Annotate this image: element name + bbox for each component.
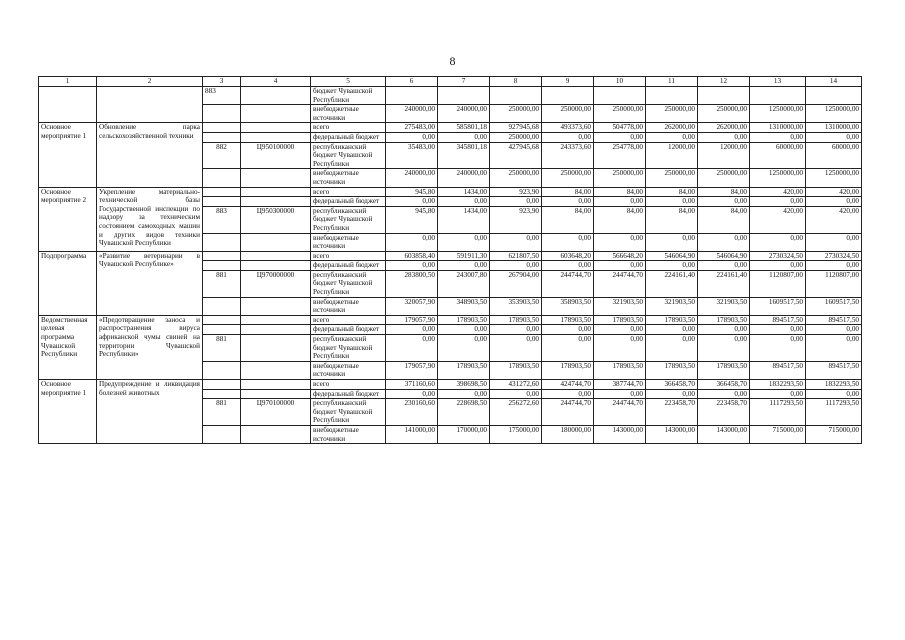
cell-amount: 0,00 [542, 233, 594, 251]
cell-event: Основное мероприятие 2 [39, 187, 97, 251]
cell-grbs [203, 169, 241, 187]
cell-code [241, 123, 311, 133]
cell-grbs [203, 297, 241, 315]
cell-amount: 923,90 [490, 187, 542, 197]
cell-code [241, 335, 311, 362]
cell-amount: 178903,50 [646, 361, 698, 379]
cell-amount: 283800,50 [386, 270, 438, 297]
cell-event: Подпрограмма [39, 251, 97, 315]
cell-amount: 1832293,50 [750, 380, 806, 390]
cell-amount: 230160,60 [386, 399, 438, 426]
col-header: 1 [39, 77, 97, 87]
cell-source: всего [311, 187, 386, 197]
cell-amount: 0,00 [750, 389, 806, 399]
cell-amount: 1832293,50 [806, 380, 862, 390]
cell-amount: 1117293,50 [750, 399, 806, 426]
cell-source: внебюджетные источники [311, 361, 386, 379]
cell-amount: 1609517,50 [750, 297, 806, 315]
cell-grbs [203, 425, 241, 443]
cell-name: «Предотвращение заноса и распространения вируса африканской чумы свиней на территории Чувашской Республики» [97, 315, 203, 379]
cell-grbs [203, 251, 241, 261]
cell-amount: 178903,50 [698, 315, 750, 325]
cell-amount: 143000,00 [698, 425, 750, 443]
cell-amount: 254778,00 [594, 142, 646, 169]
cell-amount: 546064,90 [698, 251, 750, 261]
cell-amount: 244744,70 [542, 270, 594, 297]
col-header: 10 [594, 77, 646, 87]
cell-amount: 0,00 [542, 132, 594, 142]
cell-amount: 0,00 [594, 132, 646, 142]
cell-amount: 267904,00 [490, 270, 542, 297]
cell-amount: 1250000,00 [806, 105, 862, 123]
cell-amount: 12000,00 [646, 142, 698, 169]
cell-amount: 1250000,00 [750, 169, 806, 187]
cell-code [241, 261, 311, 271]
cell-source: внебюджетные источники [311, 425, 386, 443]
cell-amount: 250000,00 [698, 169, 750, 187]
cell-amount: 504778,00 [594, 123, 646, 133]
cell-amount: 0,00 [806, 261, 862, 271]
cell-amount: 223458,70 [698, 399, 750, 426]
cell-amount: 715000,00 [750, 425, 806, 443]
cell-amount: 566648,20 [594, 251, 646, 261]
cell-amount: 240000,00 [386, 169, 438, 187]
cell-amount: 262000,00 [698, 123, 750, 133]
cell-amount: 1434,00 [438, 206, 490, 233]
cell-grbs [203, 197, 241, 207]
col-header: 12 [698, 77, 750, 87]
cell-amount: 321903,50 [698, 297, 750, 315]
cell-amount: 0,00 [750, 325, 806, 335]
cell-amount: 591911,30 [438, 251, 490, 261]
cell-amount: 0,00 [698, 132, 750, 142]
cell-amount: 0,00 [594, 325, 646, 335]
cell-amount: 244744,70 [594, 270, 646, 297]
cell-amount: 371160,60 [386, 380, 438, 390]
cell-amount: 250000,00 [542, 169, 594, 187]
cell-amount: 927945,68 [490, 123, 542, 133]
cell-name: Обновление парка сельскохозяйственной техники [97, 123, 203, 187]
cell-grbs: 883 [203, 87, 241, 105]
cell-amount: 0,00 [438, 132, 490, 142]
cell-code [241, 380, 311, 390]
cell-amount: 0,00 [386, 197, 438, 207]
cell-amount: 0,00 [646, 389, 698, 399]
cell-amount: 35483,00 [386, 142, 438, 169]
cell-amount: 12000,00 [698, 142, 750, 169]
cell-amount: 603648,20 [542, 251, 594, 261]
cell-amount: 228698,50 [438, 399, 490, 426]
cell-amount: 0,00 [750, 233, 806, 251]
cell-amount: 84,00 [542, 187, 594, 197]
cell-amount: 1117293,50 [806, 399, 862, 426]
cell-code: Ц950300000 [241, 206, 311, 233]
cell-source: всего [311, 251, 386, 261]
cell-amount: 1310000,00 [750, 123, 806, 133]
cell-amount: 1434,00 [438, 187, 490, 197]
cell-grbs [203, 233, 241, 251]
cell-amount: 0,00 [438, 389, 490, 399]
cell-amount: 143000,00 [646, 425, 698, 443]
cell-amount: 175000,00 [490, 425, 542, 443]
cell-amount: 256272,60 [490, 399, 542, 426]
cell-grbs [203, 132, 241, 142]
cell-amount: 353903,50 [490, 297, 542, 315]
cell-amount: 1120807,00 [750, 270, 806, 297]
cell-amount: 420,00 [806, 206, 862, 233]
cell-amount: 250000,00 [646, 105, 698, 123]
cell-amount: 0,00 [438, 261, 490, 271]
cell-amount: 321903,50 [594, 297, 646, 315]
col-header: 13 [750, 77, 806, 87]
cell-amount: 894517,50 [806, 361, 862, 379]
cell-amount: 2730324,50 [750, 251, 806, 261]
cell-amount: 0,00 [386, 132, 438, 142]
cell-code [241, 361, 311, 379]
cell-grbs [203, 325, 241, 335]
cell-amount: 178903,50 [594, 361, 646, 379]
cell-amount: 0,00 [386, 261, 438, 271]
cell-amount: 585801,18 [438, 123, 490, 133]
cell-amount: 240000,00 [438, 169, 490, 187]
cell-amount: 1310000,00 [806, 123, 862, 133]
cell-amount: 250000,00 [594, 169, 646, 187]
cell-source: всего [311, 380, 386, 390]
col-header: 3 [203, 77, 241, 87]
cell-amount: 0,00 [750, 335, 806, 362]
cell-code [241, 389, 311, 399]
cell-amount: 0,00 [806, 132, 862, 142]
cell-amount: 0,00 [386, 389, 438, 399]
cell-amount: 0,00 [646, 335, 698, 362]
cell-amount: 0,00 [542, 261, 594, 271]
cell-amount: 84,00 [594, 206, 646, 233]
cell-amount: 0,00 [490, 197, 542, 207]
cell-amount: 240000,00 [386, 105, 438, 123]
cell-amount: 0,00 [490, 325, 542, 335]
cell-amount: 178903,50 [490, 361, 542, 379]
cell-amount: 223458,70 [646, 399, 698, 426]
cell-amount: 715000,00 [806, 425, 862, 443]
cell-source: федеральный бюджет [311, 389, 386, 399]
cell-source: федеральный бюджет [311, 325, 386, 335]
cell-amount: 0,00 [698, 389, 750, 399]
cell-grbs: 882 [203, 142, 241, 169]
cell-amount: 60000,00 [750, 142, 806, 169]
cell-amount: 0,00 [698, 335, 750, 362]
cell-amount: 0,00 [386, 233, 438, 251]
cell-grbs [203, 389, 241, 399]
cell-amount: 0,00 [646, 325, 698, 335]
cell-amount: 250000,00 [542, 105, 594, 123]
cell-code [241, 187, 311, 197]
cell-grbs [203, 105, 241, 123]
cell-amount: 240000,00 [438, 105, 490, 123]
cell-amount: 178903,50 [490, 315, 542, 325]
col-header: 5 [311, 77, 386, 87]
cell-code [241, 251, 311, 261]
cell-amount: 0,00 [594, 335, 646, 362]
cell-amount: 0,00 [646, 261, 698, 271]
cell-amount: 1250000,00 [750, 105, 806, 123]
cell-amount: 0,00 [646, 233, 698, 251]
cell-grbs [203, 380, 241, 390]
cell-amount: 1120807,00 [806, 270, 862, 297]
cell-source: федеральный бюджет [311, 197, 386, 207]
cell-event: Основное мероприятие 1 [39, 380, 97, 444]
cell-amount: 0,00 [542, 325, 594, 335]
cell-amount: 244744,70 [542, 399, 594, 426]
cell-source: всего [311, 123, 386, 133]
cell-source: внебюджетные источники [311, 297, 386, 315]
cell-grbs [203, 361, 241, 379]
cell-amount: 420,00 [806, 187, 862, 197]
cell-event: Ведомственная целевая программа Чувашской Республики [39, 315, 97, 379]
cell-grbs: 881 [203, 335, 241, 362]
cell-amount: 420,00 [750, 187, 806, 197]
cell-amount: 0,00 [594, 233, 646, 251]
table-row [39, 87, 862, 105]
cell-amount: 178903,50 [542, 361, 594, 379]
cell-amount: 945,80 [386, 187, 438, 197]
cell-amount: 178903,50 [438, 361, 490, 379]
cell-amount: 0,00 [594, 261, 646, 271]
cell-source: бюджет Чувашской Республики [311, 87, 386, 105]
col-header: 6 [386, 77, 438, 87]
cell-amount: 0,00 [806, 325, 862, 335]
cell-source: всего [311, 315, 386, 325]
cell-grbs: 883 [203, 206, 241, 233]
cell-amount: 84,00 [594, 187, 646, 197]
cell-amount: 1250000,00 [806, 169, 862, 187]
cell-amount: 603858,40 [386, 251, 438, 261]
col-header: 8 [490, 77, 542, 87]
cell-amount: 170000,00 [438, 425, 490, 443]
table-row [39, 315, 862, 325]
cell-amount: 0,00 [698, 233, 750, 251]
cell-amount: 224161,40 [698, 270, 750, 297]
cell-source: внебюджетные источники [311, 105, 386, 123]
cell-amount: 84,00 [646, 206, 698, 233]
cell-amount: 0,00 [386, 325, 438, 335]
cell-amount: 178903,50 [698, 361, 750, 379]
table-row [39, 187, 862, 197]
cell-code [241, 425, 311, 443]
cell-amount: 250000,00 [698, 105, 750, 123]
col-header: 2 [97, 77, 203, 87]
cell-amount: 348903,50 [438, 297, 490, 315]
cell-amount: 0,00 [750, 197, 806, 207]
cell-amount: 0,00 [646, 132, 698, 142]
cell-code [241, 297, 311, 315]
cell-amount: 178903,50 [594, 315, 646, 325]
cell-amount: 0,00 [490, 233, 542, 251]
cell-amount: 84,00 [542, 206, 594, 233]
cell-amount: 345801,18 [438, 142, 490, 169]
cell-amount: 250000,00 [594, 105, 646, 123]
cell-amount: 0,00 [490, 389, 542, 399]
cell-amount: 0,00 [698, 261, 750, 271]
cell-amount: 320057,90 [386, 297, 438, 315]
table-row [39, 251, 862, 261]
cell-code [241, 325, 311, 335]
cell-amount: 0,00 [806, 389, 862, 399]
cell-amount: 224161,40 [646, 270, 698, 297]
cell-amount: 84,00 [646, 187, 698, 197]
cell-amount: 262000,00 [646, 123, 698, 133]
cell-amount: 945,80 [386, 206, 438, 233]
cell-amount: 0,00 [594, 197, 646, 207]
cell-amount: 0,00 [698, 325, 750, 335]
col-header: 14 [806, 77, 862, 87]
cell-source: федеральный бюджет [311, 261, 386, 271]
cell-amount: 431272,60 [490, 380, 542, 390]
cell-name [97, 87, 203, 123]
cell-amount: 424744,70 [542, 380, 594, 390]
cell-amount: 358903,50 [542, 297, 594, 315]
cell-source: республиканский бюджет Чувашской Республики [311, 142, 386, 169]
cell-amount: 398698,50 [438, 380, 490, 390]
cell-amount: 0,00 [490, 261, 542, 271]
col-header: 7 [438, 77, 490, 87]
cell-grbs: 881 [203, 399, 241, 426]
cell-grbs [203, 315, 241, 325]
cell-amount: 243007,80 [438, 270, 490, 297]
header-row [39, 77, 862, 87]
cell-amount: 179057,90 [386, 315, 438, 325]
cell-source: внебюджетные источники [311, 233, 386, 251]
cell-event: Основное мероприятие 1 [39, 123, 97, 187]
cell-amount: 0,00 [386, 335, 438, 362]
cell-amount: 1609517,50 [806, 297, 862, 315]
cell-name: «Развитие ветеринарии в Чувашской Республике» [97, 251, 203, 315]
cell-amount: 250000,00 [490, 169, 542, 187]
cell-code: Ц970100000 [241, 399, 311, 426]
cell-amount: 0,00 [646, 197, 698, 207]
cell-amount: 243373,60 [542, 142, 594, 169]
cell-amount: 244744,70 [594, 399, 646, 426]
cell-amount: 894517,50 [750, 315, 806, 325]
cell-code [241, 233, 311, 251]
cell-grbs [203, 261, 241, 271]
cell-source: республиканский бюджет Чувашской Республики [311, 206, 386, 233]
cell-amount: 321903,50 [646, 297, 698, 315]
cell-code [241, 315, 311, 325]
cell-amount: 250000,00 [646, 169, 698, 187]
cell-amount: 179057,90 [386, 361, 438, 379]
cell-grbs: 881 [203, 270, 241, 297]
cell-amount: 275483,00 [386, 123, 438, 133]
cell-amount: 0,00 [806, 197, 862, 207]
cell-amount: 0,00 [438, 197, 490, 207]
cell-code [241, 132, 311, 142]
cell-amount: 84,00 [698, 187, 750, 197]
col-header: 11 [646, 77, 698, 87]
cell-amount: 60000,00 [806, 142, 862, 169]
cell-amount: 493373,60 [542, 123, 594, 133]
cell-amount: 141000,00 [386, 425, 438, 443]
cell-amount: 143000,00 [594, 425, 646, 443]
cell-amount: 0,00 [806, 233, 862, 251]
cell-amount: 0,00 [698, 197, 750, 207]
cell-grbs [203, 123, 241, 133]
cell-amount: 0,00 [438, 233, 490, 251]
cell-amount: 180000,00 [542, 425, 594, 443]
col-header: 9 [542, 77, 594, 87]
cell-amount: 250000,00 [490, 105, 542, 123]
cell-code [241, 105, 311, 123]
cell-code: Ц970000000 [241, 270, 311, 297]
cell-amount: 0,00 [542, 335, 594, 362]
cell-amount: 387744,70 [594, 380, 646, 390]
col-header: 4 [241, 77, 311, 87]
cell-code [241, 169, 311, 187]
cell-amount: 0,00 [594, 389, 646, 399]
cell-amount: 178903,50 [438, 315, 490, 325]
cell-grbs [203, 187, 241, 197]
table-row [39, 123, 862, 133]
cell-amount: 546064,90 [646, 251, 698, 261]
cell-source: республиканский бюджет Чувашской Республики [311, 335, 386, 362]
cell-amount: 0,00 [806, 335, 862, 362]
cell-amount: 0,00 [542, 197, 594, 207]
cell-amount: 0,00 [750, 132, 806, 142]
cell-amount: 0,00 [750, 261, 806, 271]
cell-amount: 366458,70 [698, 380, 750, 390]
cell-amount: 923,90 [490, 206, 542, 233]
cell-amount: 0,00 [438, 325, 490, 335]
cell-amount: 0,00 [438, 335, 490, 362]
cell-amount: 0,00 [490, 335, 542, 362]
cell-name: Предупреждение и ликвидация болезней животных [97, 380, 203, 444]
cell-amount: 0,00 [542, 389, 594, 399]
cell-amount: 178903,50 [542, 315, 594, 325]
cell-code: Ц950100000 [241, 142, 311, 169]
cell-amount: 621807,50 [490, 251, 542, 261]
cell-amount: 84,00 [698, 206, 750, 233]
cell-amount: 894517,50 [806, 315, 862, 325]
cell-source: внебюджетные источники [311, 169, 386, 187]
cell-event [39, 87, 97, 123]
cell-name: Укрепление материально-технической базы Государственной инспекции по надзору за техническим состоянием самоходных машин и других видов техники Чувашской Республики [97, 187, 203, 251]
cell-amount: 250000,00 [490, 132, 542, 142]
budget-table [38, 76, 862, 444]
cell-source: федеральный бюджет [311, 132, 386, 142]
cell-source: республиканский бюджет Чувашской Республики [311, 399, 386, 426]
cell-source: республиканский бюджет Чувашской Республики [311, 270, 386, 297]
cell-amount: 2730324,50 [806, 251, 862, 261]
cell-amount: 178903,50 [646, 315, 698, 325]
cell-amount: 427945,68 [490, 142, 542, 169]
cell-amount: 366458,70 [646, 380, 698, 390]
cell-amount: 894517,50 [750, 361, 806, 379]
cell-code [241, 197, 311, 207]
table-row [39, 380, 862, 390]
cell-amount: 420,00 [750, 206, 806, 233]
cell-code [241, 87, 311, 105]
page-number: 8 [449, 54, 456, 68]
